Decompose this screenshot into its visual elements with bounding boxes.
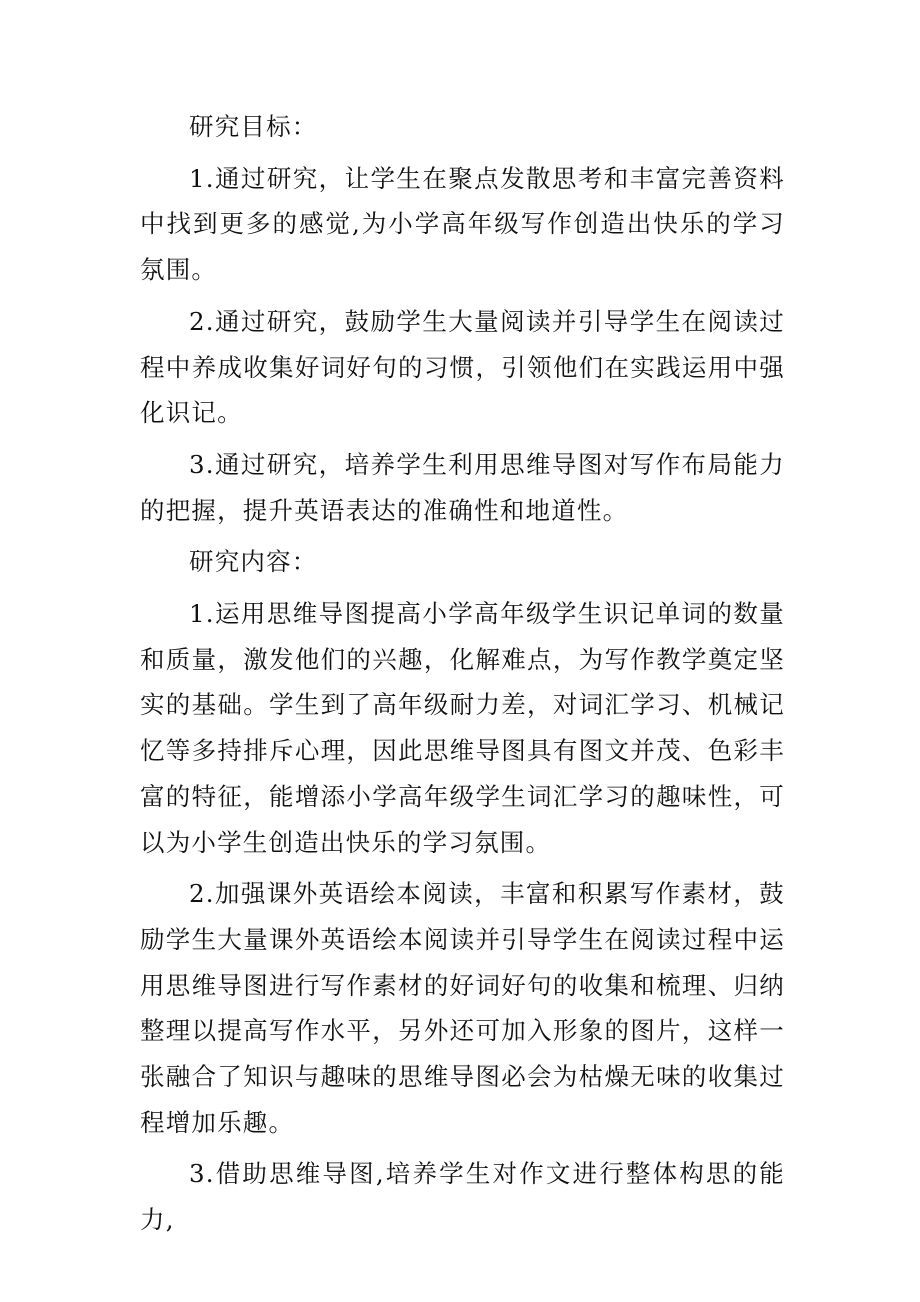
content-heading: 研究内容：: [189, 547, 318, 577]
goals-heading: 研究目标：: [189, 112, 318, 141]
goal-item-2: 2.通过研究，鼓励学生大量阅读并引导学生在阅读过程中养成收集好词好句的习惯，引领他们在实践运用中强化识记。: [140, 306, 785, 428]
content-item-1: 1.运用思维导图提高小学高年级学生识记单词的数量和质量，激发他们的兴趣，化解难点，为写作教学奠定坚实的基础。学生到了高年级耐力差，对词汇学习、机械记忆等多持排斥心理，因此思维导图具有图文并茂、色彩丰富的特征，能增添小学高年级学生词汇学习的趣味性，可以为小学生创造出快乐的学习氛围。: [140, 599, 785, 857]
content-item-3: 3.借助思维导图,培养学生对作文进行整体构思的能力,: [140, 1159, 785, 1235]
content-item-2: 2.加强课外英语绘本阅读，丰富和积累写作素材，鼓励学生大量课外英语绘本阅读并引导学生在阅读过程中运用思维导图进行写作素材的好词好句的收集和梳理、归纳整理以提高写作水平，另外还可加入形象的图片，这样一张融合了知识与趣味的思维导图必会为枯燥无味的收集过程增加乐趣。: [140, 879, 785, 1137]
goal-item-3: 3.通过研究，培养学生利用思维导图对写作布局能力的把握，提升英语表达的准确性和地道性。: [140, 449, 785, 525]
goal-item-1: 1.通过研究，让学生在聚点发散思考和丰富完善资料中找到更多的感觉,为小学高年级写作创造出快乐的学习氛围。: [140, 163, 785, 285]
document-body: [140, 104, 785, 1249]
